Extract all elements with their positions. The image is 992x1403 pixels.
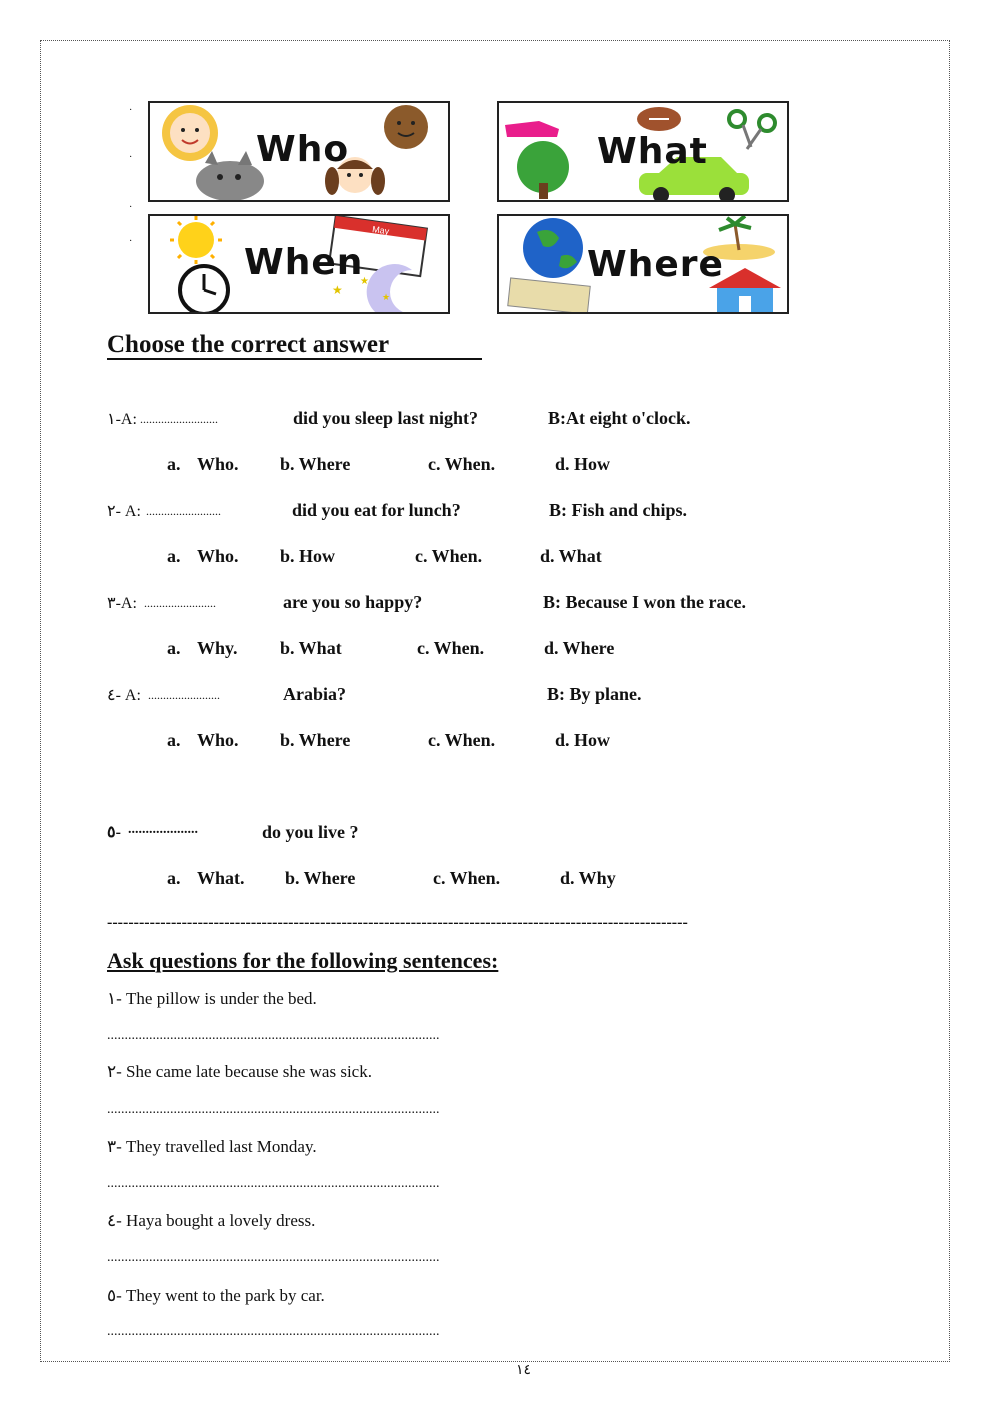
option-b[interactable]: b. Where [280,454,351,474]
who-card [148,101,450,202]
girl-face-icon [170,113,210,153]
answer-blank[interactable]: ........................ [144,596,216,610]
reply-text: B: Because I won the race. [543,592,746,612]
answer-blank[interactable]: .......................... [140,412,218,426]
option-d[interactable]: d. What [540,546,602,566]
question-text: Arabia? [283,684,346,704]
reply-text: B: By plane. [547,684,642,704]
option-b[interactable]: b. What [280,638,342,658]
section-separator: ------------------------------------------------------------------------------------------------------------- [107,914,688,931]
who-word: Who [256,129,350,170]
answer-line[interactable]: ............................................................................................... [107,1324,440,1339]
map-icon [508,278,590,314]
option-a[interactable]: Who. [197,546,239,566]
bullet-mark: · [129,105,133,116]
boy-face-icon [384,105,428,149]
star-icon: ★ [382,292,391,302]
option-c[interactable]: c. When. [433,868,501,888]
option-a[interactable]: What. [197,868,245,888]
question-text: did you sleep last night? [293,408,479,428]
when-card [148,214,450,314]
option-a[interactable]: Why. [197,638,238,658]
option-letter: a. [167,454,181,474]
section-title-choose: Choose the correct answer [107,331,390,358]
question-number: ١-A: [107,411,137,428]
question-number: ٣-A: [107,595,137,612]
what-word: What [597,131,708,172]
answer-line[interactable]: ............................................................................................... [107,1250,440,1265]
option-letter: a. [167,730,181,750]
answer-blank[interactable]: .................... [128,822,198,837]
bullet-mark: · [129,202,133,213]
star-icon: ★ [332,283,343,297]
option-c[interactable]: c. When. [428,454,496,474]
option-c[interactable]: c. When. [428,730,496,750]
where-card [497,214,789,314]
option-b[interactable]: b. Where [280,730,351,750]
answer-blank[interactable]: ........................ [148,688,220,702]
option-b[interactable]: b. Where [285,868,356,888]
when-word: When [244,242,364,283]
page-number: ١٤ [516,1363,532,1378]
option-letter: a. [167,638,181,658]
option-c[interactable]: c. When. [417,638,485,658]
answer-line[interactable]: ............................................................................................... [107,1102,440,1117]
question-number: ٥- [107,824,121,841]
option-a[interactable]: Who. [197,730,239,750]
question-number: ٤- A: [107,687,141,704]
section-title-ask: Ask questions for the following sentences: [107,948,499,973]
star-icon: ★ [360,276,369,287]
question-text: do you live ? [262,822,359,842]
scissors-icon [729,111,745,127]
option-d[interactable]: d. Where [544,638,615,658]
what-card [497,101,789,202]
question-text: are you so happy? [283,592,423,612]
option-d[interactable]: d. How [555,730,611,750]
bullet-mark: · [129,152,133,163]
question-text: did you eat for lunch? [292,500,461,520]
option-c[interactable]: c. When. [415,546,483,566]
title-underline [107,358,482,360]
sentence-item: ٣- They travelled last Monday. [107,1137,317,1156]
sentence-item: ١- The pillow is under the bed. [107,989,317,1008]
calendar-label: May [371,224,390,237]
option-d[interactable]: d. Why [560,868,616,888]
question-number: ٢- A: [107,503,141,520]
answer-blank[interactable]: ......................... [146,504,221,518]
sentence-item: ٢- She came late because she was sick. [107,1062,372,1081]
option-letter: a. [167,868,181,888]
reply-text: B:At eight o'clock. [548,408,691,428]
cat-icon [196,161,264,201]
answer-line[interactable]: ............................................................................................... [107,1028,440,1043]
answer-line[interactable]: ............................................................................................... [107,1176,440,1191]
sentence-item: ٥- They went to the park by car. [107,1286,325,1305]
option-d[interactable]: d. How [555,454,611,474]
globe-icon [523,218,583,278]
option-a[interactable]: Who. [197,454,239,474]
reply-text: B: Fish and chips. [549,500,688,520]
where-word: Where [587,244,724,285]
option-letter: a. [167,546,181,566]
sun-icon [178,222,214,258]
shoes-icon [505,121,559,137]
bullet-mark: · [129,236,133,247]
sentence-item: ٤- Haya bought a lovely dress. [107,1211,316,1230]
option-b[interactable]: b. How [280,546,336,566]
